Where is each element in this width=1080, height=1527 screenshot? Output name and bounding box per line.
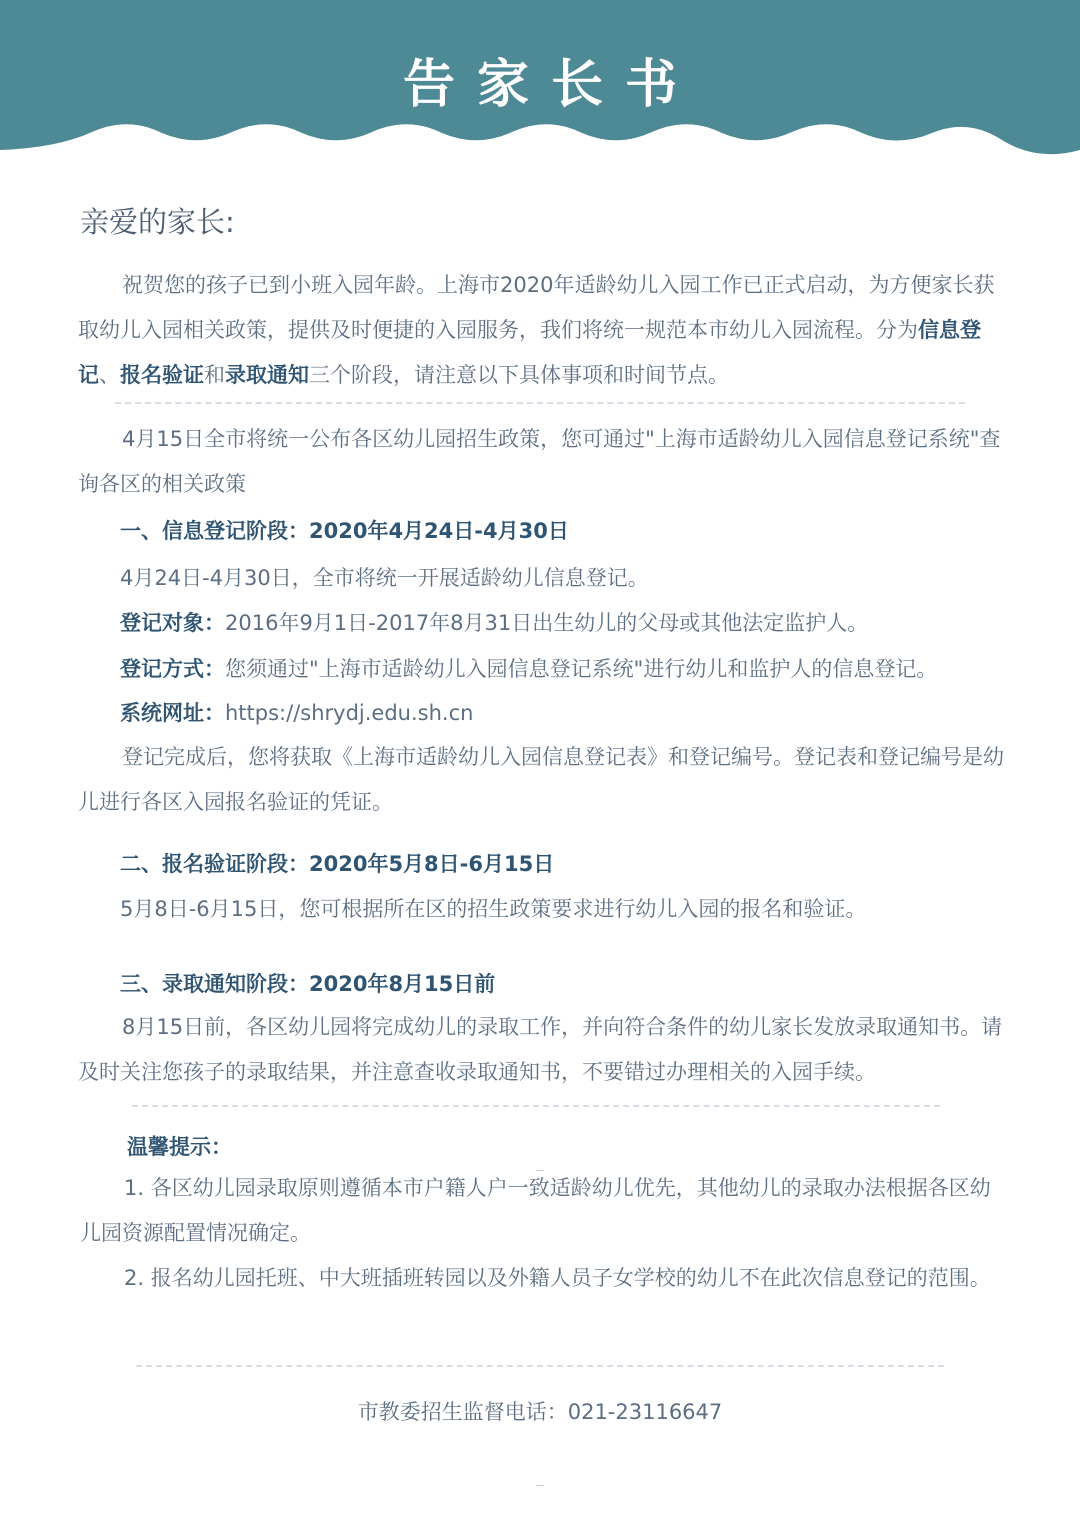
register-target-label: 登记对象： bbox=[120, 611, 225, 635]
intro-sep1: 、 bbox=[99, 363, 120, 387]
tips-title: 温馨提示： bbox=[127, 1135, 232, 1159]
section1-desc: 4月24日-4月30日，全市将统一开展适龄幼儿信息登记。 bbox=[120, 566, 649, 590]
tip-item: 2. 报名幼儿园托班、中大班插班转园以及外籍人员子女学校的幼儿不在此次信息登记的范围。 bbox=[124, 1266, 991, 1290]
section2-title: 二、报名验证阶段：2020年5月8日-6月15日 bbox=[120, 852, 555, 876]
stage-verify: 报名验证 bbox=[120, 363, 204, 387]
section2-desc: 5月8日-6月15日，您可根据所在区的招生政策要求进行幼儿入园的报名和验证。 bbox=[120, 897, 867, 921]
register-method bbox=[120, 653, 937, 683]
greeting: 亲爱的家长: bbox=[80, 205, 235, 239]
register-target bbox=[120, 607, 868, 637]
divider bbox=[132, 1105, 940, 1107]
intro-text-b: 三个阶段，请注意以下具体事项和时间节点。 bbox=[309, 363, 729, 387]
section1-after: 登记完成后，您将获取《上海市适龄幼儿入园信息登记表》和登记编号。登记表和登记编号是幼儿进行各区入园报名验证的凭证。 bbox=[78, 745, 1004, 814]
divider bbox=[115, 402, 965, 404]
system-url bbox=[120, 697, 473, 727]
page-title: 告家长书 bbox=[402, 54, 699, 115]
tip-item: 1. 各区幼儿园录取原则遵循本市户籍人户一致适龄幼儿优先，其他幼儿的录取办法根据各区幼儿园资源配置情况确定。 bbox=[80, 1176, 991, 1245]
header-banner bbox=[0, 0, 1080, 160]
policy-notice: 4月15日全市将统一公布各区幼儿园招生政策，您可通过"上海市适龄幼儿入园信息登记系统"查询各区的相关政策 bbox=[78, 427, 1001, 496]
supervision-phone: 市教委招生监督电话：021-23116647 bbox=[357, 1400, 723, 1424]
system-url-link[interactable]: https://shrydj.edu.sh.cn bbox=[225, 701, 474, 725]
register-method-value: 您须通过"上海市适龄幼儿入园信息登记系统"进行幼儿和监护人的信息登记。 bbox=[225, 657, 938, 681]
intro-text-a: 祝贺您的孩子已到小班入园年龄。上海市2020年适龄幼儿入园工作已正式启动，为方便家长获取幼儿入园相关政策，提供及时便捷的入园服务，我们将统一规范本市幼儿入园流程。分为 bbox=[78, 273, 995, 342]
section3-desc: 8月15日前，各区幼儿园将完成幼儿的录取工作，并向符合条件的幼儿家长发放录取通知书。请及时关注您孩子的录取结果，并注意查收录取通知书，不要错过办理相关的入园手续。 bbox=[78, 1015, 1003, 1084]
stage-info-register: 信息登记 bbox=[78, 318, 981, 387]
system-url-label: 系统网址： bbox=[120, 701, 225, 725]
divider-mark bbox=[536, 1485, 544, 1486]
register-target-value: 2016年9月1日-2017年8月31日出生幼儿的父母或其他法定监护人。 bbox=[225, 611, 869, 635]
stage-admission: 录取通知 bbox=[225, 363, 309, 387]
section1-title: 一、信息登记阶段：2020年4月24日-4月30日 bbox=[120, 519, 569, 543]
intro-sep2: 和 bbox=[204, 363, 225, 387]
divider bbox=[136, 1365, 944, 1367]
intro-paragraph bbox=[78, 263, 1008, 398]
section3-title: 三、录取通知阶段：2020年8月15日前 bbox=[120, 972, 496, 996]
register-method-label: 登记方式： bbox=[120, 657, 225, 681]
